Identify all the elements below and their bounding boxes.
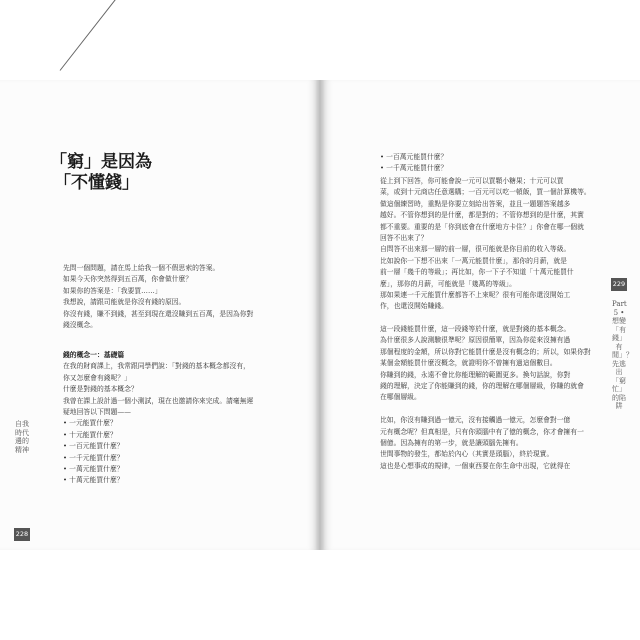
running-head-right: Part 5 • 想變「有錢」有閒」？先逃出「窮忙」的陷阱 [612,300,633,410]
paragraph-line: 錢的理解，決定了你能賺到的錢，你的理解在哪個層級，你賺的就會 [380,382,584,391]
paragraph-line: 都不重要。重要的是「你到底會在什麼地方卡住？」你會在哪一個就 [380,222,584,231]
chapter-title [50,152,152,194]
paragraph-line: 前一層「幾千的等級」；再比如，你一下子不知道「十萬元能買什 [380,268,574,277]
page-number-left: 228 [14,528,30,541]
list-item: • 一百萬元能買什麼？ [380,153,448,161]
section-heading: 錢的概念一：基礎篇 [63,351,125,359]
paragraph-line: 這也是心想事成的規律，一個東西要在你生命中出現，它就得在 [380,461,571,470]
paragraph-line: 麼」，那你的月薪，可能就是「幾萬的等級」。 [380,279,516,288]
paragraph-line: 比如，你沒有賺到過一億元，沒有接觸過一億元，怎麼會對一億 [380,416,571,425]
paragraph-line: 先問一個問題，請在馬上給我一個不假思索的答案。 [63,264,220,272]
list-item: • 一千萬元能買什麼？ [380,164,448,173]
paragraph-line: 疑地回答以下問題—— [63,407,131,416]
paragraph-line: 做這個練習時，重點是你要立刻給出答案，並且一題題答案越多 [380,199,571,208]
left-intro-text [63,263,253,331]
paragraph-line: 比如說你一下想不出來「一萬元能買什麼」，那你的月薪，就是 [380,256,567,265]
paragraph-line: 如果今天你突然得到五百萬，你會做什麼？ [63,275,193,284]
paragraph-line: 在我的財商課上，我常跟同學們說：「對錢的基本概念都沒有， [63,362,250,371]
paragraph-line: 從上到下回答，你可能會說一元可以買顆小糖果；十元可以買 [380,177,564,185]
paragraph-line: 這一段錢能買什麼，這一段錢等於什麼，就是對錢的基本概念。 [380,325,571,334]
paragraph-line: 世間事物的發生，都始於內心（其實是頭腦），終於現實。 [380,450,554,459]
paragraph-line: 我想說，請跟司能就是你沒有錢的原因。 [63,298,186,307]
right-body-text [380,176,591,472]
paragraph-line: 越好。不管你想到的是什麼，都是對的；不管你想到的是什麼，其實 [380,211,584,220]
paragraph-line: 你沒有錢，賺不到錢，甚至到現在還沒賺到五百萬，是因為你對 [63,309,254,318]
list-item: • 一百元能買什麼？ [63,442,124,451]
paragraph-line: 我曾在課上設計過一個小測試，現在也邀請你來完成。請毫無遲 [63,396,254,405]
paragraph-line: 某個金額能買什麼沒概念，就證明你不曾擁有過這個數目。 [380,359,557,368]
concept-section [63,350,253,487]
paragraph-line: 在哪個層級。 [380,393,421,402]
paragraph-line: 你又怎麼會有錢呢？」 [63,373,131,382]
page-number-right: 229 [611,278,627,291]
paragraph-line: 什麼是對錢的基本概念？ [63,385,138,394]
paragraph-line: 為什麼很多人說測驗很準呢？原因很簡單，因為你從來沒擁有過 [380,336,571,345]
list-item: • 一千元能買什麼？ [63,453,124,462]
chapter-title-line-1: 「窮」是因為 [50,152,152,172]
paragraph-line: 那如果連一千元能買什麼都答不上來呢？很有可能你還沒開始工 [380,290,571,299]
paragraph-gap [380,404,591,415]
paragraph-line: 錢沒概念。 [63,320,97,329]
paragraph-line: 菜，或到十元商店任意選購；一百元可以吃一頓飯，買一個計算機等。 [380,188,591,197]
paragraph-line: 你賺到的錢，永遠不會比你能理解的範圍更多。換句話說，你對 [380,370,571,379]
paragraph-line: 自問答不出來那一層的前一層，很可能就是你目前的收入等級。 [380,245,571,254]
book-gutter [316,80,324,550]
running-head-left: 自我時代邊的精神 [15,420,29,454]
paragraph-line: 如果你的答案是：「我要買……」 [63,286,162,295]
decorative-diagonal-line [60,0,116,71]
paragraph-gap [380,313,591,324]
list-item: • 一元能買什麼？ [63,419,117,428]
paragraph-line: 元有概念呢？但真相是，只有你頭腦中有了億的概念，你才會擁有一 [380,427,584,436]
list-item: • 一萬元能買什麼？ [63,464,124,473]
paragraph-line: 回答不出來了？ [380,233,428,242]
list-item: • 十元能買什麼？ [63,430,117,439]
list-item: • 十萬元能買什麼？ [63,476,124,485]
paragraph-line: 作，也還沒開始賺錢。 [380,302,448,311]
right-list [380,152,447,175]
paragraph-line: 那個程度的金額，所以你對它能買什麼是沒有概念的；所以，如果你對 [380,347,591,356]
chapter-title-line-2: 「不懂錢」 [54,173,139,193]
paragraph-line: 個億。因為擁有的第一步，就是讓頭腦先擁有。 [380,438,523,447]
